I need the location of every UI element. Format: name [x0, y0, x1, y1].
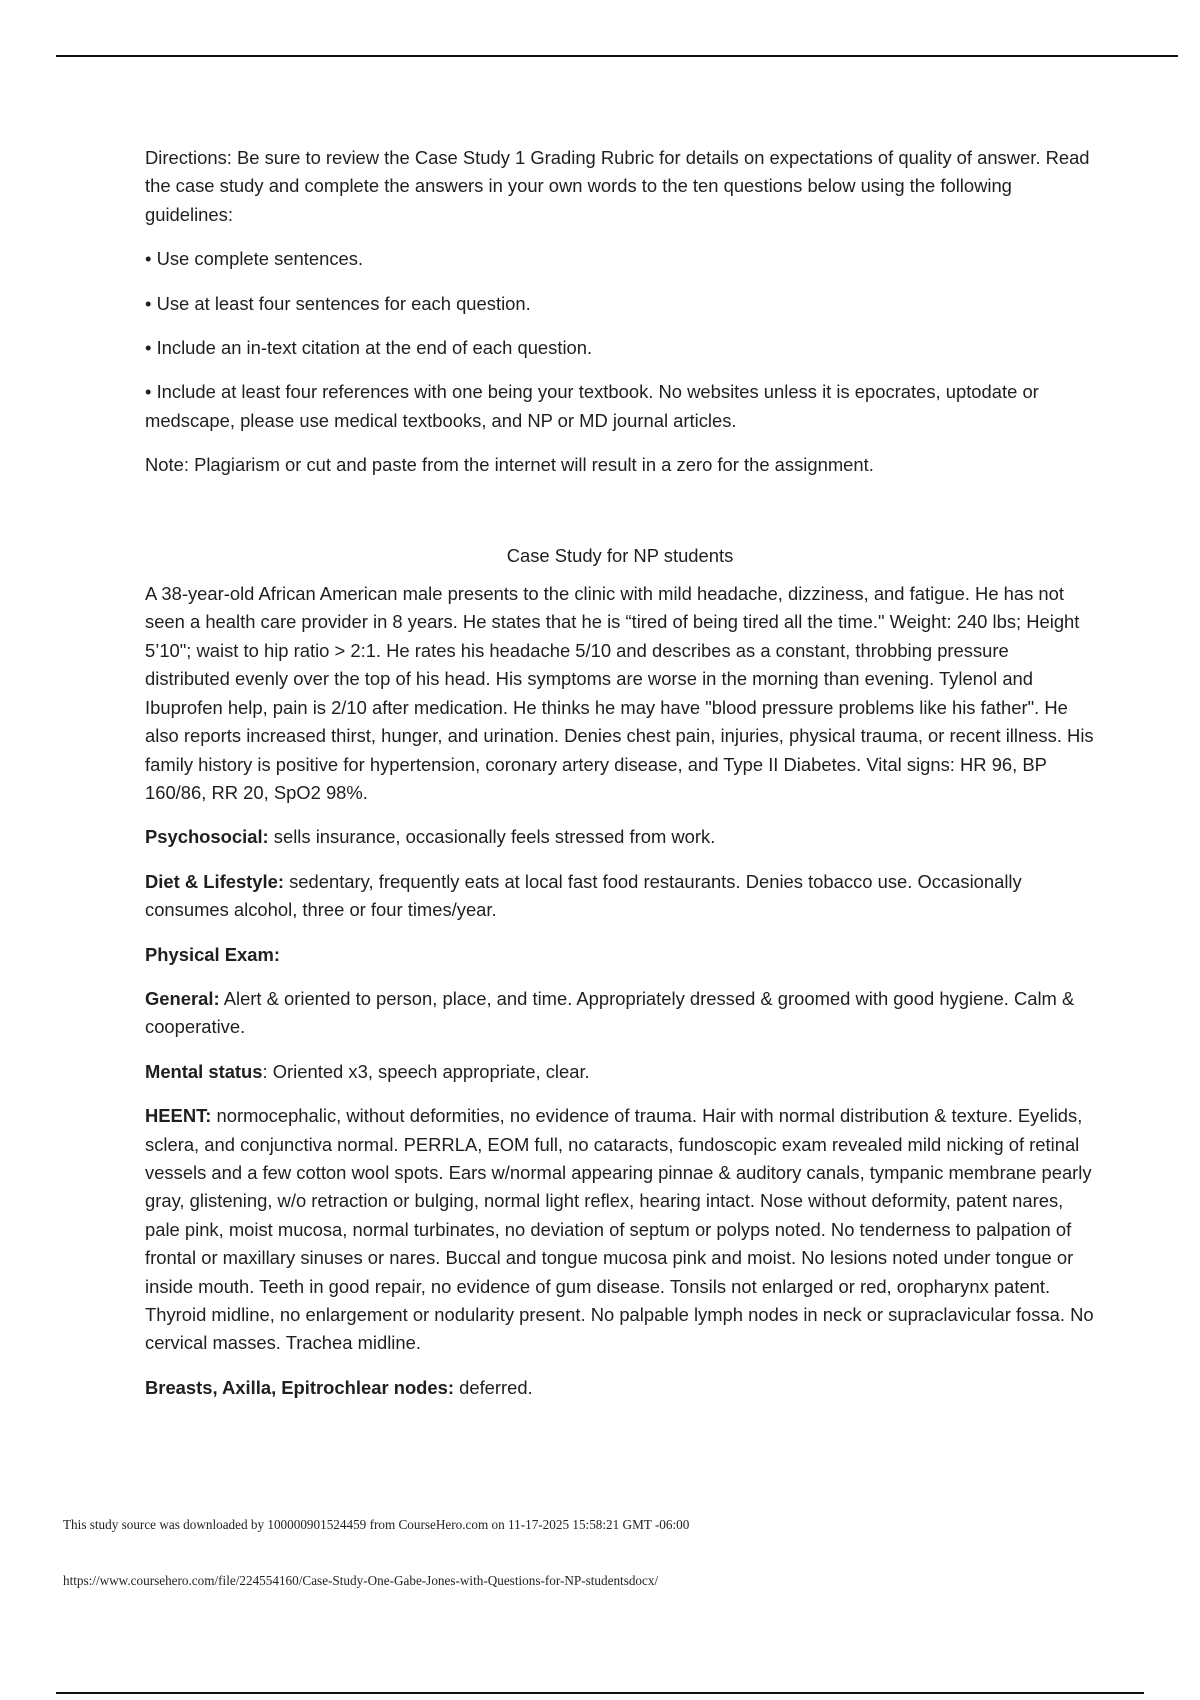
section-diet-lifestyle	[145, 868, 1095, 925]
section-label: General:	[145, 987, 220, 1009]
download-notice: This study source was downloaded by 100000901524459 from CourseHero.com on 11-17-2025 15:58:21 GMT -06:00	[63, 1517, 690, 1532]
section-psychosocial	[145, 823, 1095, 851]
section-general	[145, 985, 1095, 1042]
guideline-bullet: • Use at least four sentences for each question.	[145, 290, 1095, 318]
guideline-bullet: • Include at least four references with one being your textbook. No websites unless it is epocrates, uptodate or medscape, please use medical textbooks, and NP or MD journal articles.	[145, 378, 1095, 435]
section-text: : Oriented x3, speech appropriate, clear.	[262, 1060, 590, 1082]
section-text: Alert & oriented to person, place, and time. Appropriately dressed & groomed with good hygiene. Calm & cooperative.	[145, 987, 1075, 1038]
plagiarism-note: Note: Plagiarism or cut and paste from the internet will result in a zero for the assignment.	[145, 454, 874, 476]
section-mental-status	[145, 1058, 1095, 1086]
case-presentation: A 38-year-old African American male presents to the clinic with mild headache, dizziness, and fatigue. He has not seen a health care provider in 8 years. He states that he is “tired of being tired all the time." Weight: 240 lbs; Height 5’10"; waist to hip ratio > 2:1. He rates his headache 5/10 and describes as a constant, throbbing pressure distributed evenly over the top of his head. His symptoms are worse in the morning than evening. Tylenol and Ibuprofen help, pain is 2/10 after medication. He thinks he may have "blood pressure problems like his father". He also reports increased thirst, hunger, and urination. Denies chest pain, injuries, physical trauma, or recent illness. His family history is positive for hypertension, coronary artery disease, and Type II Diabetes. Vital signs: HR 96, BP 160/86, RR 20, SpO2 98%.	[145, 583, 1094, 803]
section-text: sedentary, frequently eats at local fast food restaurants. Denies tobacco use. Occasionally consumes alcohol, three or four times/year.	[145, 870, 1022, 921]
top-divider	[56, 55, 1178, 57]
case-study-title: Case Study for NP students	[506, 544, 734, 566]
section-label: Mental status	[145, 1060, 263, 1082]
section-text: sells insurance, occasionally feels stressed from work.	[268, 826, 716, 848]
section-label: Diet & Lifestyle:	[145, 870, 284, 892]
section-breasts-axilla	[145, 1374, 1095, 1402]
bottom-divider	[56, 1692, 1144, 1694]
section-text: deferred.	[454, 1376, 533, 1398]
guideline-bullet: • Use complete sentences.	[145, 245, 1095, 273]
directions-paragraph: Directions: Be sure to review the Case Study 1 Grading Rubric for details on expectations of quality of answer. Read the case study and complete the answers in your own words to the ten questions below using the following guidelines:	[145, 147, 1090, 225]
section-physical-exam	[145, 941, 1095, 969]
section-heent	[145, 1102, 1095, 1358]
section-label: Physical Exam:	[145, 943, 280, 965]
section-label: HEENT:	[145, 1105, 212, 1127]
guideline-bullet: • Include an in-text citation at the end of each question.	[145, 334, 1095, 362]
section-label: Psychosocial:	[145, 826, 269, 848]
document-body	[145, 144, 1095, 1418]
section-label: Breasts, Axilla, Epitrochlear nodes:	[145, 1376, 454, 1398]
section-text: normocephalic, without deformities, no evidence of trauma. Hair with normal distribution & texture. Eyelids, sclera, and conjunctiva normal. PERRLA, EOM full, no cataracts, fundoscopic exam revealed mild nicking of retinal vessels and a few cotton wool spots. Ears w/normal appearing pinnae & auditory canals, tympanic membrane pearly gray, glistening, w/o retraction or bulging, normal light reflex, hearing intact. Nose without deformity, patent nares, pale pink, moist mucosa, normal turbinates, no deviation of septum or polyps noted. No tenderness to palpation of frontal or maxillary sinuses or nares. Buccal and tongue mucosa pink and moist. No lesions noted under tongue or inside mouth. Teeth in good repair, no evidence of gum disease. Tonsils not enlarged or red, oropharynx patent. Thyroid midline, no enlargement or nodularity present. No palpable lymph nodes in neck or supraclavicular fossa. No cervical masses. Trachea midline.	[145, 1105, 1094, 1354]
source-url[interactable]: https://www.coursehero.com/file/224554160/Case-Study-One-Gabe-Jones-with-Questions-for-NP-studentsdocx/	[63, 1573, 659, 1588]
